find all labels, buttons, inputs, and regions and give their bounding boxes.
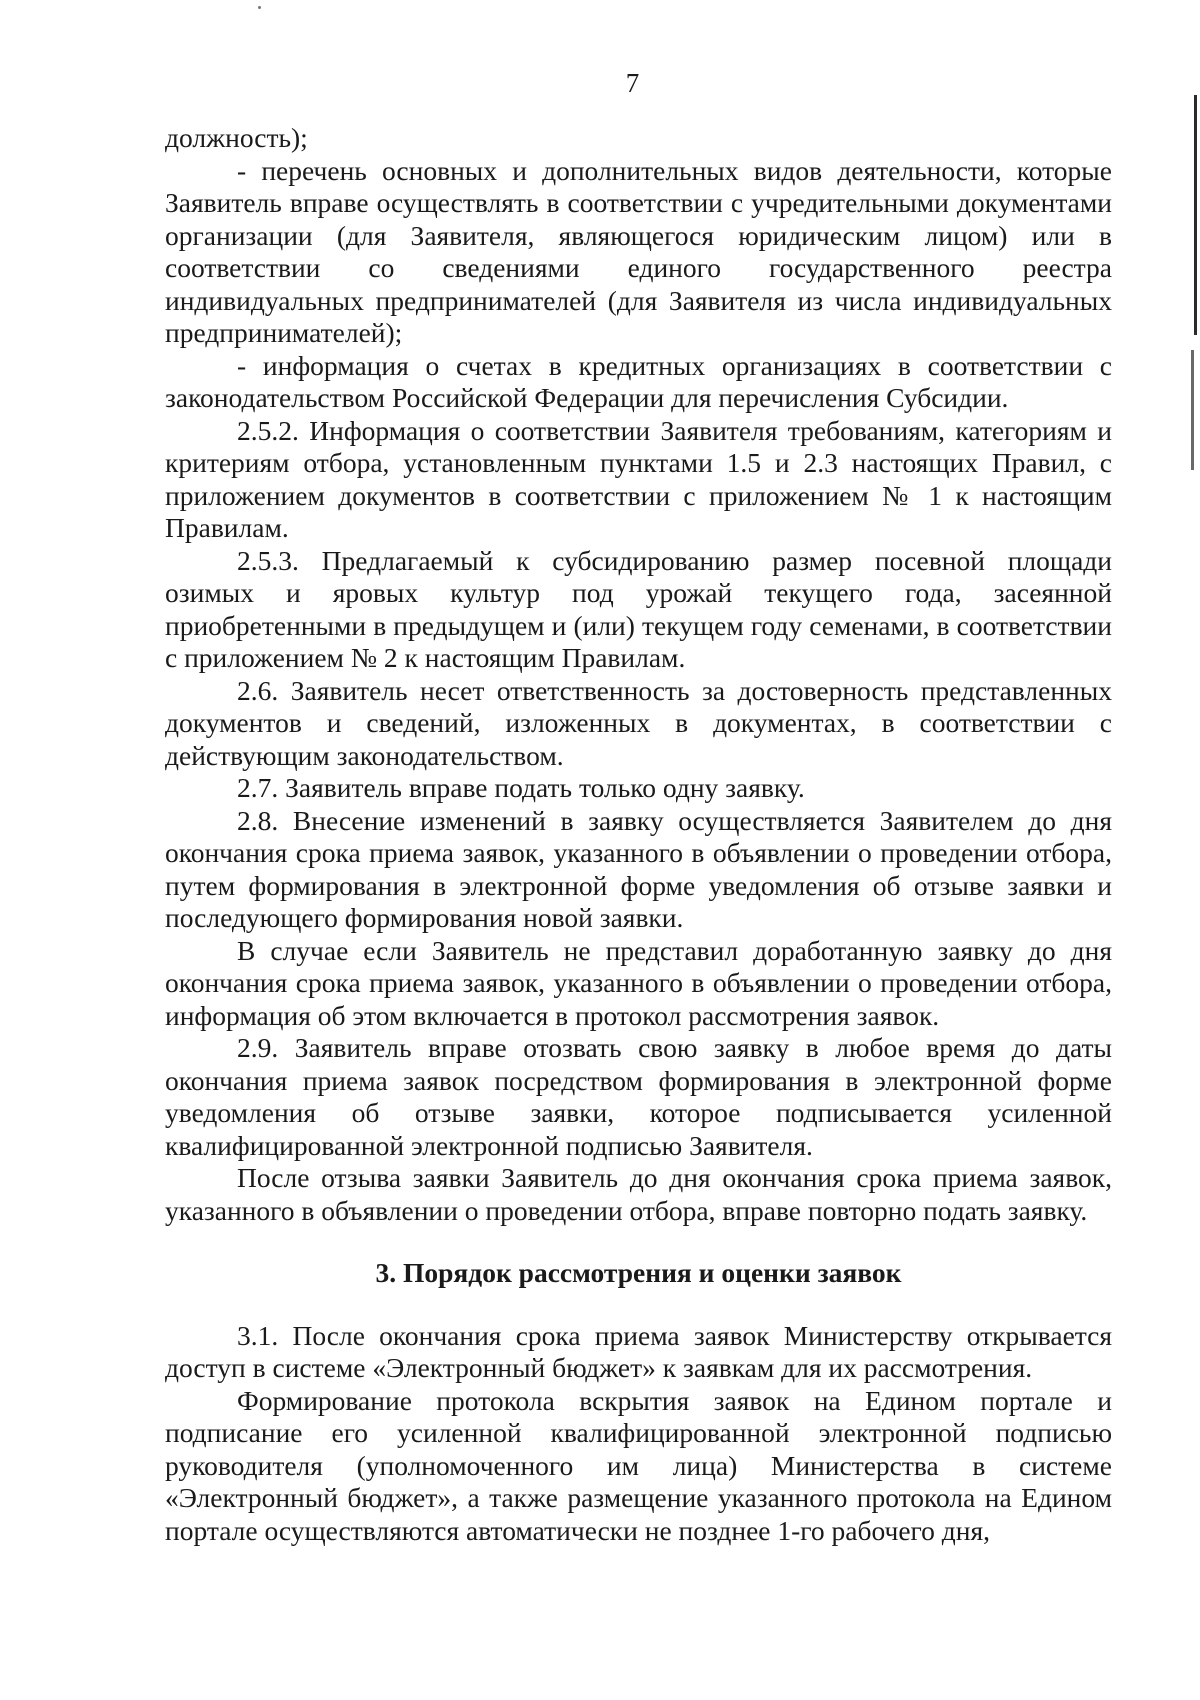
paragraph: 3.1. После окончания срока приема заявок Министерству открывается доступ в системе «Электронный бюджет» к заявкам для их рассмотрения. [165, 1319, 1112, 1383]
paragraph: В случае если Заявитель не представил доработанную заявку до дня окончания срока приема заявок, указанного в объявлении о проведении отбора, информация об этом включается в протокол рассмотрения заявок. [165, 934, 1112, 1031]
page-number: 7 [625, 68, 640, 98]
paragraph: - информация о счетах в кредитных организациях в соответствии с законодательством Российской Федерации для перечисления Субсидии. [165, 349, 1112, 413]
paragraph: Формирование протокола вскрытия заявок на Едином портале и подписание его усиленной квалифицированной электронной подписью руководителя (уполномоченного им лица) Министерства в системе «Электронный бюджет», а также размещение указанного протокола на Едином портале осуществляются автоматически не позднее 1-го рабочего дня, [165, 1384, 1112, 1546]
paragraph: 2.9. Заявитель вправе отозвать свою заявку в любое время до даты окончания приема заявок посредством формирования в электронной форме уведомления об отзыве заявки, которое подписывается усиленной квалифицированной электронной подписью Заявителя. [165, 1032, 1112, 1161]
scan-speck [258, 6, 261, 9]
paragraph: - перечень основных и дополнительных видов деятельности, которые Заявитель вправе осуществлять в соответствии с учредительными документами организации (для Заявителя, являющегося юридическим лицом) или в соответствии со сведениями единого государственного реестра индивидуальных предпринимателей (для Заявителя из числа индивидуальных предпринимателей); [165, 154, 1112, 348]
paragraph: должность); [165, 122, 308, 153]
paragraphs-after-heading [165, 1320, 1112, 1548]
paragraph: 2.6. Заявитель несет ответственность за достоверность представленных документов и сведений, изложенных в документах, в соответствии с действующим законодательством. [165, 674, 1112, 771]
paragraph: После отзыва заявки Заявитель до дня окончания срока приема заявок, указанного в объявлении о проведении отбора, вправе повторно подать заявку. [165, 1162, 1112, 1226]
paragraphs-before-heading [165, 122, 1112, 1227]
paragraph: 2.8. Внесение изменений в заявку осуществляется Заявителем до дня окончания срока приема заявок, указанного в объявлении о проведении отбора, путем формирования в электронной форме уведомления об отзыве заявки и последующего формирования новой заявки. [165, 804, 1112, 933]
document-body [165, 122, 1112, 1547]
paragraph: 2.5.3. Предлагаемый к субсидированию размер посевной площади озимых и яровых культур под урожай текущего года, засеянной приобретенными в предыдущем и (или) текущем году семенами, в соответствии с приложением № 2 к настоящим Правилам. [165, 544, 1112, 673]
scan-edge-shadow [1194, 95, 1197, 335]
paragraph: 2.5.2. Информация о соответствии Заявителя требованиям, категориям и критериям отбора, установленным пунктами 1.5 и 2.3 настоящих Правил, с приложением документов в соответствии с приложением № 1 к настоящим Правилам. [165, 414, 1112, 543]
paragraph: 2.7. Заявитель вправе подать только одну заявку. [237, 772, 805, 803]
section-heading: 3. Порядок рассмотрения и оценки заявок [375, 1257, 902, 1288]
scan-edge-shadow [1191, 350, 1194, 470]
